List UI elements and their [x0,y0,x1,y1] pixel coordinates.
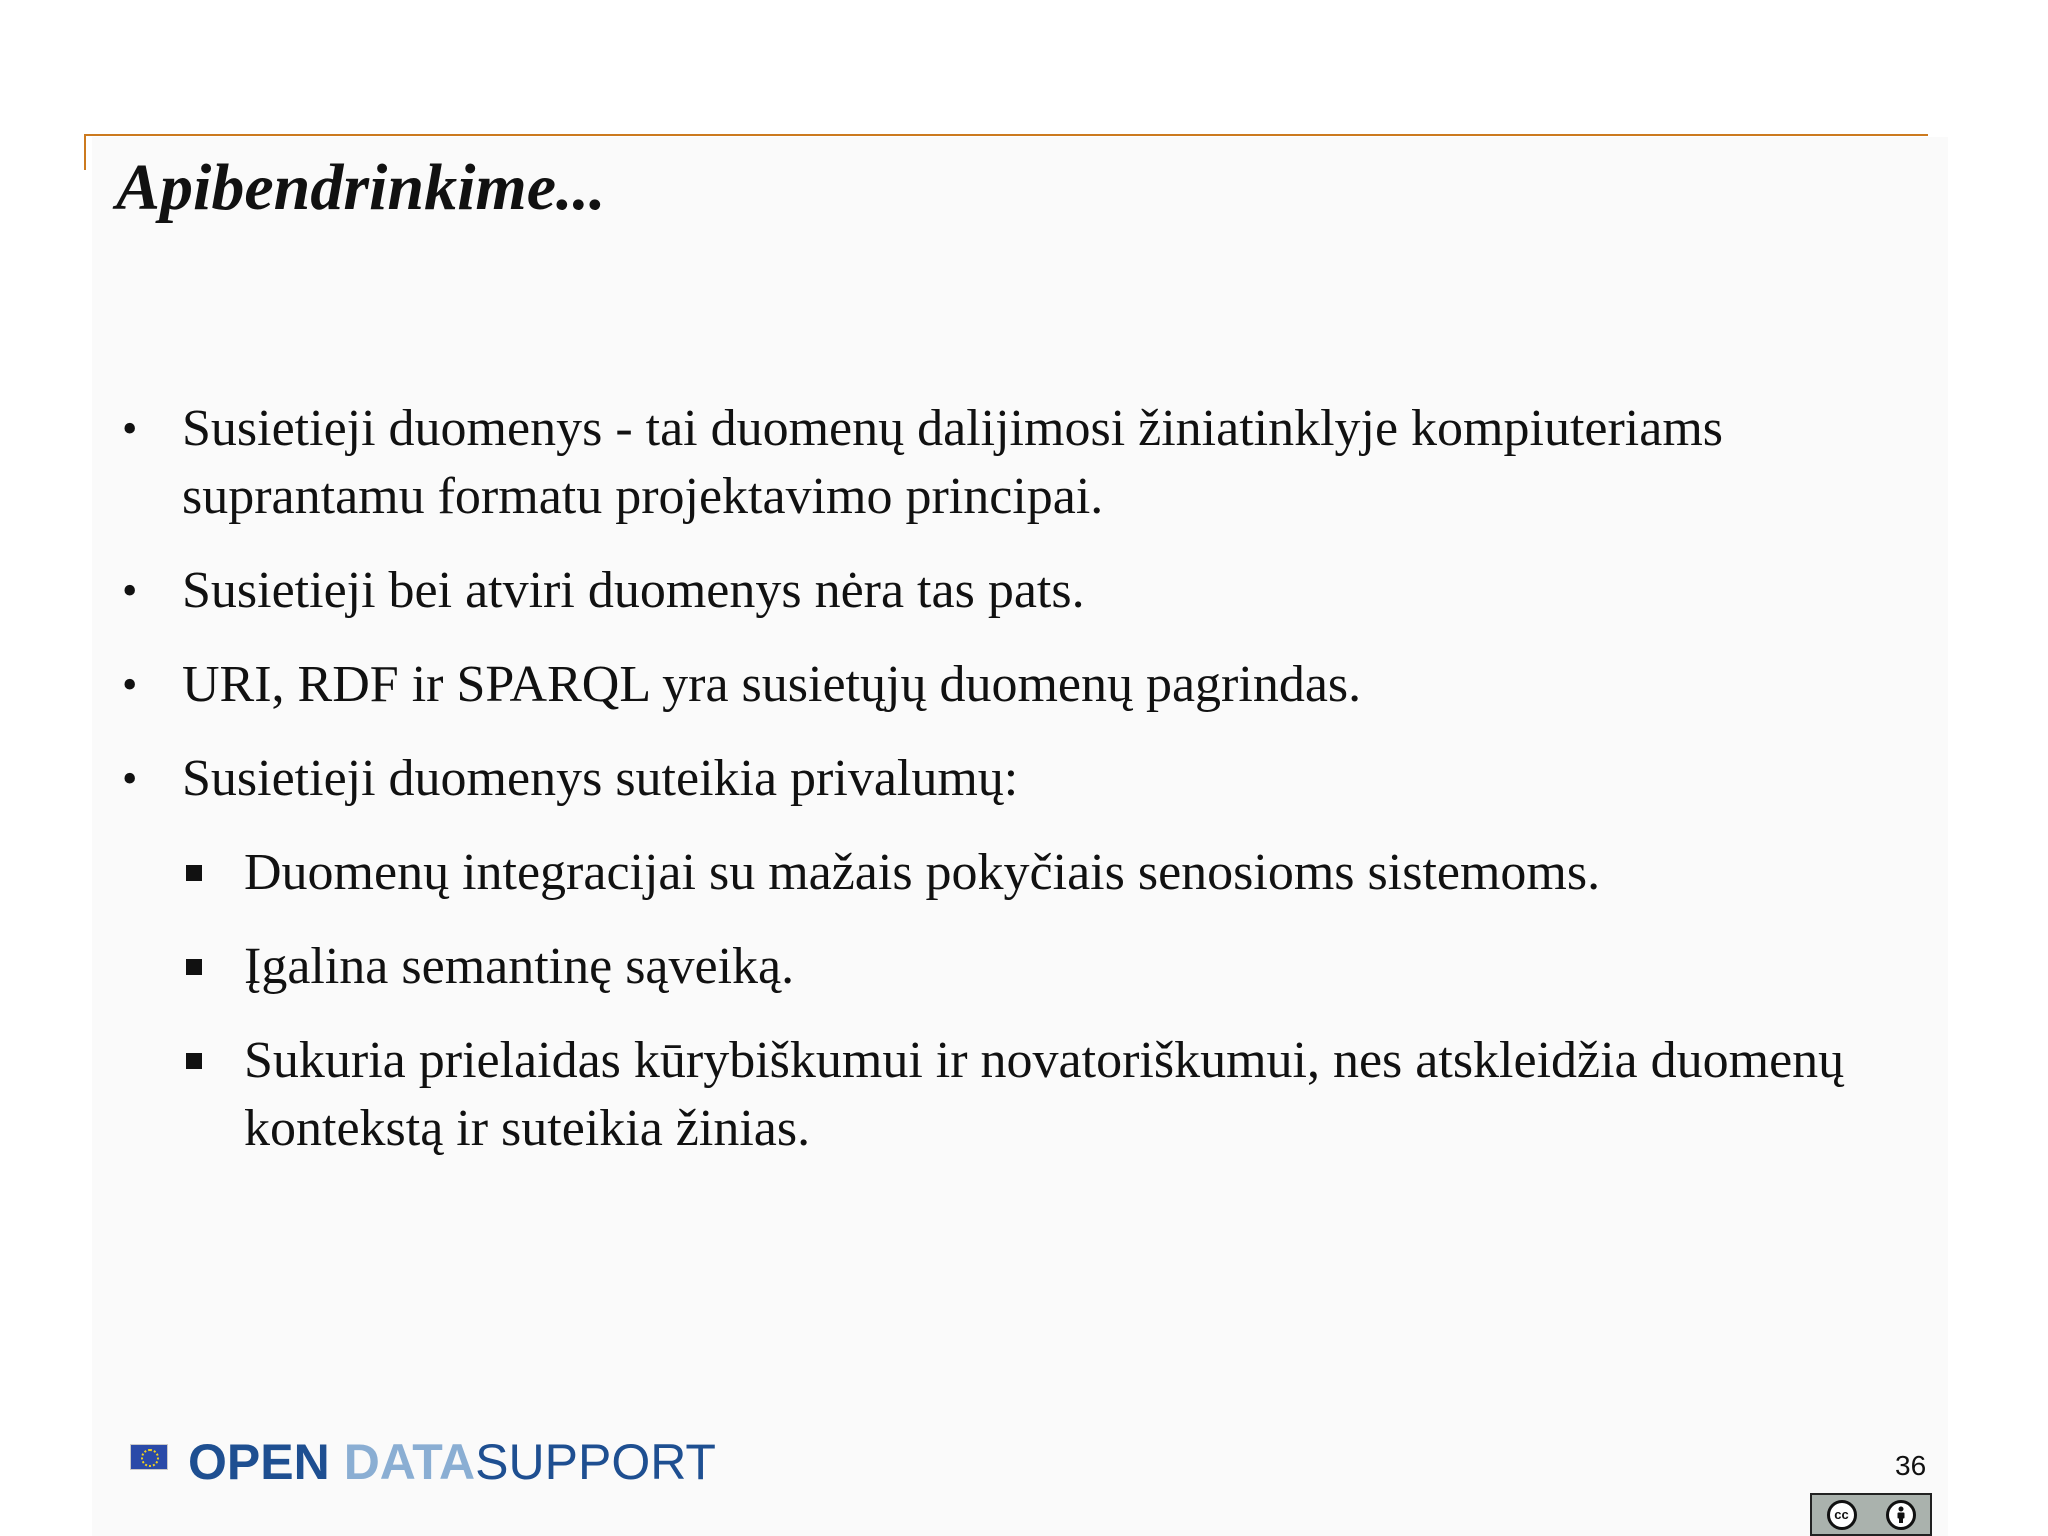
slide-title: Apibendrinkime... [116,151,606,224]
logo-support-text: SUPPORT [475,1434,716,1490]
sub-bullet-item [110,1027,1930,1163]
cc-icon: cc [1827,1500,1857,1530]
logo-data-text: DATA [343,1434,476,1490]
by-icon [1886,1500,1916,1530]
cc-by-license-badge[interactable] [1810,1493,1932,1536]
sub-bullet-text: Įgalina semantinę sąveiką. [244,938,795,995]
bullet-item [110,395,1930,531]
bullet-marker: • [122,660,138,709]
bullet-text: URI, RDF ir SPARQL yra susietųjų duomenų pagrindas. [182,656,1362,713]
bullet-text: Susietieji duomenys - tai duomenų dalijimosi žiniatinklyje kompiuteriams suprantamu formatu projektavimo principai. [182,400,1724,525]
person-icon [1894,1506,1908,1524]
bullet-item [110,557,1930,625]
bullet-item [110,745,1930,813]
bullet-marker: • [122,404,138,453]
sub-bullet-item [110,933,1930,1001]
title-divider-line [84,134,1928,136]
sub-bullet-item [110,839,1930,907]
bullet-text: Susietieji bei atviri duomenys nėra tas pats. [182,562,1085,619]
bullet-marker: • [122,566,138,615]
bullet-marker: • [122,754,138,803]
page-number: 36 [1895,1450,1927,1481]
sub-bullet-text: Duomenų integracijai su mažais pokyčiais senosioms sistemoms. [244,844,1601,901]
bullet-list [110,395,1930,1189]
title-divider-corner [84,134,86,170]
eu-flag-icon [120,1442,176,1482]
square-bullet-icon [186,865,202,881]
square-bullet-icon [186,1053,202,1069]
open-data-support-logo [120,1432,716,1492]
bullet-text: Susietieji duomenys suteikia privalumų: [182,750,1019,807]
bullet-item [110,651,1930,719]
logo-open-text: OPEN [188,1434,330,1490]
sub-bullet-text: Sukuria prielaidas kūrybiškumui ir novatoriškumui, nes atskleidžia duomenų kontekstą ir suteikia žinias. [244,1032,1845,1157]
square-bullet-icon [186,959,202,975]
